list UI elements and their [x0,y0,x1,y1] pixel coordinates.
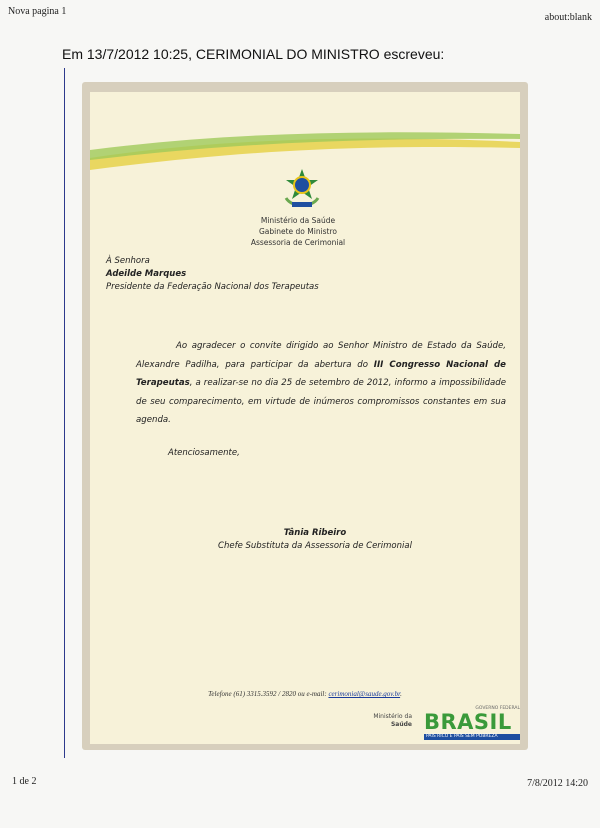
print-header-right: about:blank [544,12,592,23]
brand-top: GOVERNO FEDERAL [475,706,520,711]
signature-role: Chefe Substituta da Assessoria de Cerimonial [218,541,412,551]
coat-of-arms-icon [282,168,322,212]
print-header-left: Nova pagina 1 [8,6,67,17]
congress-name: III Congresso Nacional de Terapeutas [136,359,506,388]
brasil-logo [420,706,520,740]
email-quote-header: Em 13/7/2012 10:25, CERIMONIAL DO MINISTRO escreveu: [62,46,445,62]
letterhead-line2: Gabinete do Ministro [258,227,338,236]
recipient-name: Adeilde Marques [106,269,187,279]
closing: Atenciosamente, [168,448,240,458]
recipient-salutation: À Senhora [106,256,150,266]
ministry-logo-line2: Saúde [390,721,412,728]
letterhead-swoosh [90,130,520,170]
letter-body [136,337,506,430]
footer-contact [140,690,470,698]
brand-name: BRASIL [424,710,512,734]
ministry-logo [360,713,412,729]
recipient-title: Presidente da Federação Nacional dos Terapeutas [106,282,319,292]
quote-rule [64,68,65,758]
brand-tagline: PAÍS RICO É PAÍS SEM POBREZA [426,734,498,739]
body-text-start: Ao agradecer o convite dirigido ao Senhor Ministro de Estado da Saúde, Alexandre Padilha, para participar da abertura do [136,341,506,370]
print-footer-right: 7/8/2012 14:20 [527,778,588,789]
body-text-end: , a realizar-se no dia 25 de setembro de 2012, informo a impossibilidade de seu comparecimento, em virtude de inúmeros compromissos constantes em sua agenda. [136,378,506,425]
ministry-logo-line1: Ministério da [373,713,412,720]
footer-contact-prefix: Telefone (61) 3315.3592 / 2820 ou e-mail: [208,690,329,698]
footer-contact-suffix: . [400,690,402,698]
email-link[interactable]: cerimonial@saude.gov.br [328,690,401,698]
print-footer-left: 1 de 2 [12,776,37,787]
letterhead-line1: Ministério da Saúde [260,216,336,225]
signature-name: Tânia Ribeiro [283,528,347,538]
letterhead-line3: Assessoria de Cerimonial [250,238,346,247]
